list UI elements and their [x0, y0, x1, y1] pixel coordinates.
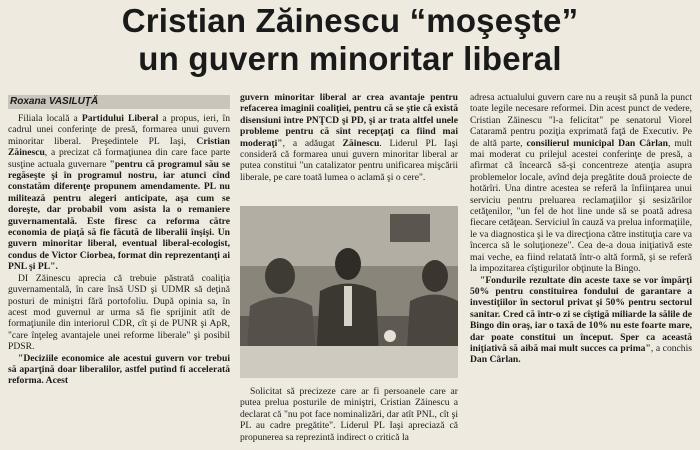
paragraph: "Fondurile rezultate din aceste taxe se vor împărţi 50% pentru constituirea fondului de garantare a investiţiilor în sectorul privat şi 50% pentru sectorul sanitar. Cred că într-o zi se cîştigă miliarde la sălile de Bingo din oraş, iar o taxă de 10% nu este foarte mare, dar poate constitui un început. Sper ca această iniţiativă să aibă mai mult succes ca prima", a conchis Dan Cârlan.	[470, 274, 692, 366]
article-column-3	[470, 92, 692, 366]
press-conference-photo	[240, 206, 458, 378]
article-headline	[0, 2, 700, 78]
article-column-1	[8, 113, 230, 387]
paragraph: adresa actualului guvern care nu a reuşit să pună la punct toate legile necesare reformei. Din acest punct de vedere, Cristian Zăinescu "l-a felicitat" pe senatorul Viorel Cataramă pentru poziţia exprimată faţă de Executiv. Pe de altă parte, consilierul municipal Dan Cârlan, mult mai moderat cu prilejul acestei conferinţe de presă, a afirmat că încearcă să-şi concentreze atenţia asupra problemelor locale, avînd deja pregătite două proiecte de hotărîri. Una dintre acestea se referă la înfiinţarea unui serviciu pentru preluarea reclamaţiilor şi sesizărilor cetăţenilor, "un fel de hot line unde să se poată adresa fiecare cetăţean. Serviciul în cauză va prelua informaţiile, le va diagnostica şi le va direcţiona către instituţia care va încerca să le soluţioneze". Cea de-a doua iniţiativă este mai veche, ea fiind relatată într-o altă formă, şi se referă la impozitarea cîştigurilor obţinute la Bingo.	[470, 92, 693, 275]
article-column-2	[240, 92, 458, 183]
paragraph: guvern minoritar liberal ar crea avantaje pentru refacerea imaginii coaliţiei, pentru că se ştie că există disensiuni între PNŢCD şi PD, şi ar trata altfel unele probleme pentru că sînt recepţaţi ca fiind mai moderaţi", a adăugat Zăinescu. Liderul PL Iaşi consideră că formarea unui guvern minoritar liberal ar putea constitui "un catalizator pentru unificarea mişcării liberale, pe care toată lumea o aclamă şi o cere".	[240, 92, 458, 183]
author-byline: Roxana VASILUŢĂ	[8, 95, 230, 109]
headline-line-1: Cristian Zăinescu “moşeşte”	[121, 2, 579, 39]
paragraph: Solicitat să precizeze care ar fi persoanele care ar putea prelua posturile de miniştri, Cristian Zăinescu a declarat că "nu pot face nominalizări, dar atît PNL, cît şi PL au cadre pregătite". Liderul PL Iaşi apreciază că propunerea sa reprezintă indirect o critică la	[240, 386, 458, 443]
article-column-2-continued	[240, 386, 458, 443]
paragraph: DI Zăinescu aprecia că trebuie păstrată coaliţia guvernamentală, în care însă USD şi UDMR să deţină posturi de miniştri fără portofoliu. După opinia sa, în acest mod guvernul ar urma să fie sprijinit atît de formaţiunile din interiorul CDR, cît şi de PUNR şi ApR, "care înţeleg avantajele unei reforme liberale" şi posibil PDSR.	[8, 272, 230, 353]
headline-line-2: un guvern minoritar liberal	[138, 40, 562, 77]
paragraph: "Deciziile economice ale acestui guvern vor trebui să aparţină doar liberalilor, astfel putînd fi accelerată reforma. Acest	[8, 352, 230, 387]
paragraph: Filiala locală a Partidului Liberal a propus, ieri, în cadrul unei conferinţe de presă, formarea unui guvern minoritar liberal. Preşedintele PL Iaşi, Cristian Zăinescu, a precizat că formaţiunea din care face parte susţine actuala guvernare "pentru că programul său se regăseşte şi în programul nostru, iar atunci cînd constatăm diferenţe propunem amendamente. PL nu militează pentru alegeri anticipate, aşa cum se doreşte, dar probabil vom asista la o remaniere guvernamentală. Este firesc ca reforma către economia de piaţă să fie făcută de liberalii înşişi. Un guvern minoritar liberal, eventual liberal-ecologist, condus de Victor Ciorbea, format din reprezentanţi ai PNL şi PL".	[8, 113, 230, 273]
